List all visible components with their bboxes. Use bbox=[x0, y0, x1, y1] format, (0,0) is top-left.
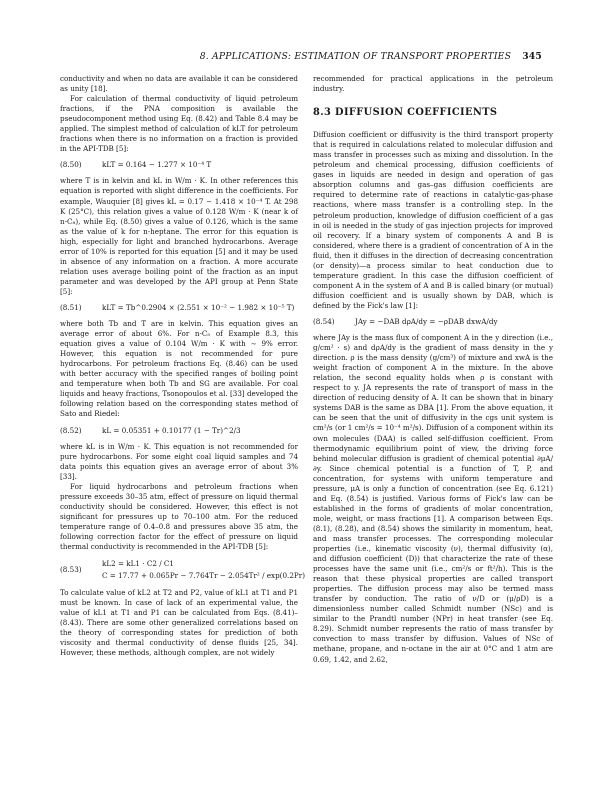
equation-line: C = 17.77 + 0.065Pr − 7.764Tr − 2.054Tr² / exp(0.2Pr) bbox=[102, 571, 305, 581]
equation-body: JAy = −DAB dρA/dy = −ρDAB dxwA/dy bbox=[355, 316, 498, 326]
equation-8-50 bbox=[60, 160, 298, 170]
right-column bbox=[313, 74, 553, 665]
equation-body: kLT = 0.164 − 1.277 × 10⁻⁴ T bbox=[102, 160, 212, 170]
equation-number: (8.54) bbox=[313, 316, 335, 326]
equation-number: (8.52) bbox=[60, 425, 82, 435]
paragraph: where T is in kelvin and kL in W/m · K. In other references this equation is reported with slight difference in the coefficients. For example, Wauquier [8] gives kL = 0.17 − 1.418 × 10⁻⁴ T. At 298 K (25°C), this relation gives a value of 0.128 W/m · K (near k of n-C₈), while Eq. (8.50) gives a value of 0.126, which is the same as the value of k for n-heptane. The error for this equation is high, especially for light and branched hydrocarbons. Average error of 10% is reported for this equation [5] and it may be used in absence of any information on a fraction. A more accurate relation uses average boiling point of the fraction as an input parameter and was developed by the API group at Penn State [5]: bbox=[60, 176, 298, 296]
equation-8-54 bbox=[313, 317, 553, 327]
paragraph: To calculate value of kL2 at T2 and P2, value of kL1 at T1 and P1 must be known. In case of lack of an experimental value, the value of kL1 at T1 and P1 can be calculated from Eqs. (8.41)–(8.43). There are some other generalized correlations based on the theory of corresponding states for prediction of both viscosity and thermal conductivity of dense fluids [25, 34]. However, these methods, although complex, are not widely bbox=[60, 588, 298, 658]
equation-8-52 bbox=[60, 426, 298, 436]
paragraph: For calculation of thermal conductivity of liquid petroleum fractions, if the PNA composition is available the pseudocomponent method using Eq. (8.42) and Table 8.4 may be applied. The simplest method of calculation of kLT for petroleum fractions when there is no information on a fraction is provided in the API-TDB [5]: bbox=[60, 94, 298, 154]
page-number: 345 bbox=[522, 51, 542, 62]
paragraph: Diffusion coefficient or diffusivity is the third transport property that is required in calculations related to molecular diffusion and mass transfer in processes such as mixing and dissolution. In the petroleum and chemical processing, diffusion coefficients of gases in liquids are needed in design and operation of gas absorption columns and gas–gas diffusion coefficients are required to determine rate of reactions in catalytic-gas-phase reactions, where mass transfer is a controlling step. In the petroleum production, knowledge of diffusion coefficient of a gas in oil is needed in the study of gas injection projects for improved oil recovery. If a binary system of components A and B is considered, where there is a gradient of concentration of A in the fluid, then it diffuses in the direction of decreasing concentration (or density)—a process similar to heat conduction due to temperature gradient. In this case the diffusion coefficient of component A in the system of A and B is called binary (or mutual) diffusion coefficient and is usually shown by DAB, which is defined by the Fick's law [1]: bbox=[313, 130, 553, 310]
equation-number: (8.53) bbox=[60, 565, 82, 575]
paragraph: where kL is in W/m · K. This equation is not recommended for pure hydrocarbons. For some eight coal liquid samples and 74 data points this equation gives an average error of about 3% [33]. bbox=[60, 441, 298, 481]
section-heading: 8.3 DIFFUSION COEFFICIENTS bbox=[313, 107, 498, 119]
equation-number: (8.51) bbox=[60, 302, 82, 312]
equation-body bbox=[102, 558, 305, 582]
equation-body: kL = 0.05351 + 0.10177 (1 − Tr)^2/3 bbox=[102, 425, 241, 435]
equation-8-53 bbox=[60, 558, 305, 582]
equation-body: kLT = Tb^0.2904 × (2.551 × 10⁻² − 1.982 × 10⁻⁵ T) bbox=[102, 302, 295, 312]
paragraph: For liquid hydrocarbons and petroleum fractions when pressure exceeds 30–35 atm, effect of pressure on liquid thermal conductivity should be considered. However, this effect is not significant for pressures up to 70–100 atm. For the reduced temperature range of 0.4–0.8 and pressures above 35 atm, the following correction factor for the effect of pressure on liquid thermal conductivity is recommended in the API-TDB [5]: bbox=[60, 481, 298, 552]
running-header bbox=[60, 51, 542, 62]
paragraph: recommended for practical applications in the petroleum industry. bbox=[313, 74, 553, 94]
paragraph: where both Tb and T are in kelvin. This equation gives an average error of about 6%. For n-C₅ of Example 8.3, this equation gives a value of 0.104 W/m · K with ∼ 9% error. However, this equation is not recommended for pure hydrocarbons. For petroleum fractions Eq. (8.46) can be used with better accuracy with the specified ranges of boiling point and temperature when both Tb and SG are available. For coal liquids and heavy fractions, Tsonopoulos et al. [33] developed the following relation based on the corresponding states method of Sato and Riedel: bbox=[60, 319, 298, 419]
paragraph: conductivity and when no data are available it can be considered as unity [18]. bbox=[60, 74, 298, 94]
equation-number: (8.50) bbox=[60, 160, 82, 170]
chapter-title: 8. APPLICATIONS: ESTIMATION OF TRANSPORT PROPERTIES bbox=[199, 51, 512, 62]
paragraph: where JAy is the mass flux of component A in the y direction (i.e., g/cm² · s) and dρA/dy is the gradient of mass density in the y direction. ρ is the mass density (g/cm³) of mixture and xwA is the weight fraction of component A in the mixture. In the above relation, the second equality holds when ρ is constant with respect to y. JA represents the rate of transport of mass in the direction of reducing density of A. It can be shown that in binary systems DAB is the same as DBA [1]. From the above equation, it can be seen that the unit of diffusivity in the cgs unit system is cm²/s (or 1 cm²/s = 10⁻⁴ m²/s). Diffusion of a component within its own molecules (DAA) is called self-diffusion coefficient. From thermodynamic equilibrium point of view, the driving force behind molecular diffusion is gradient of chemical potential ∂μA/∂y. Since chemical potential is a function of T, P, and concentration, for systems with uniform temperature and pressure, μA is only a function of concentration (see Eq. 6.121) and Eq. (8.54) is justified. Various forms of Fick's law can be established in the forms of gradients of molar concentration, mole, weight, or mass fractions [1]. A comparison between Eqs. (8.1), (8.28), and (8.54) shows the similarity in momentum, heat, and mass transfer processes. The corresponding molecular properties (i.e., kinematic viscosity (ν), thermal diffusivity (α), and diffusion coefficient (D)) that characterize the rate of these processes have the same unit (i.e., cm²/s or ft²/h). This is the reason that these physical properties are called transport properties. The diffusion process may also be termed mass transfer by conduction. The ratio of ν/D or (μ/ρD) is a dimensionless number called Schmidt number (NSc) and is similar to the Prandtl number (NPr) in heat transfer (see Eq. 8.29). Schmidt number represents the ratio of mass transfer by convection to mass transfer by diffusion. Values of NSc of methane, propane, and n-octane in the air at 0°C and 1 atm are 0.69, 1.42, and 2.62, bbox=[313, 333, 553, 664]
equation-8-51 bbox=[60, 303, 298, 313]
left-column bbox=[60, 74, 305, 658]
equation-line: kL2 = kL1 · C2 / C1 bbox=[102, 559, 174, 569]
